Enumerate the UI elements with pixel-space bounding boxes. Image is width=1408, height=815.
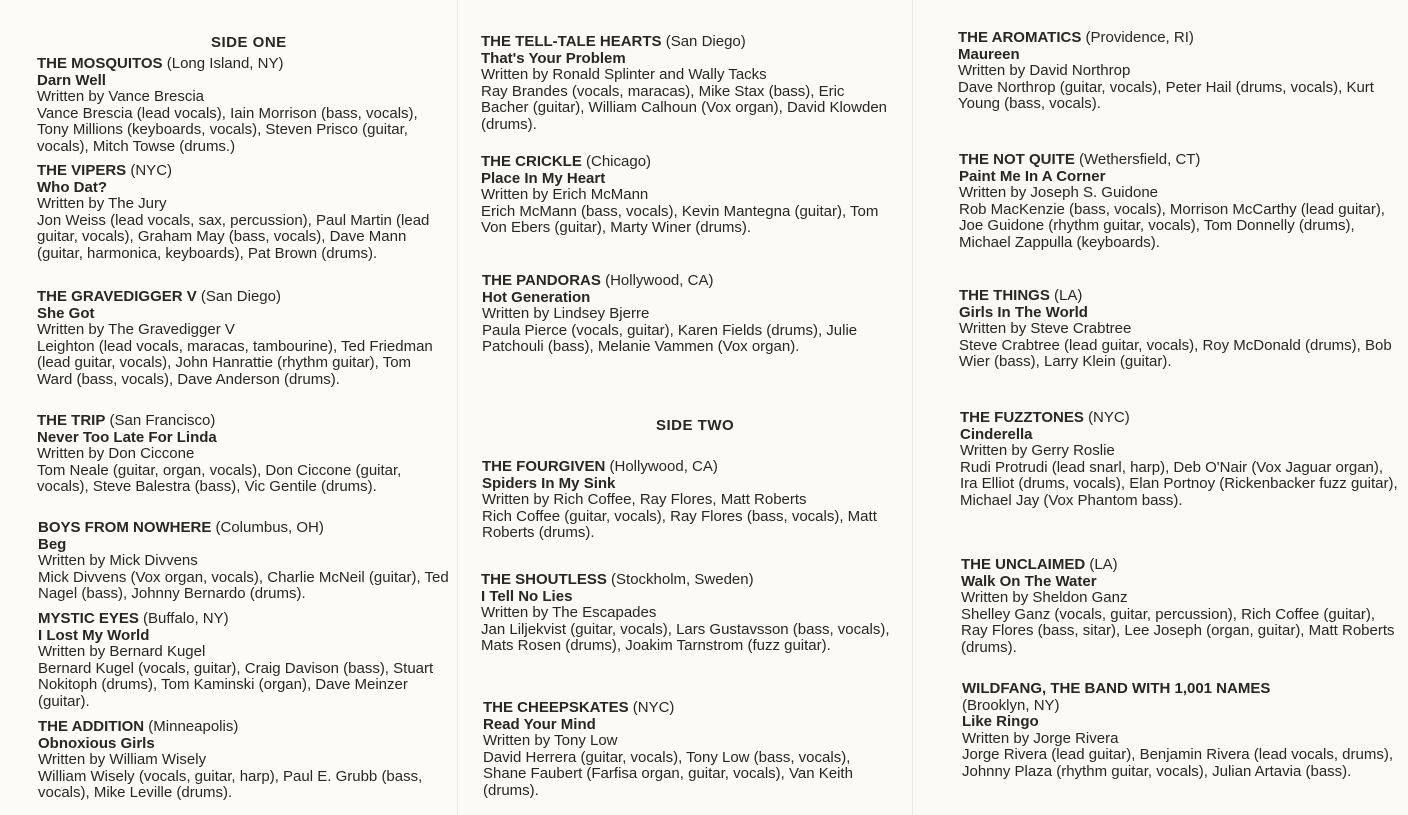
band-location: (Long Island, NY) — [166, 55, 284, 72]
song-title: I Tell No Lies — [481, 587, 573, 605]
band-location: (NYC) — [130, 162, 173, 179]
track-entry — [958, 30, 1378, 113]
song-title: Maureen — [958, 45, 1020, 63]
track-entry — [482, 459, 892, 542]
band-location: (Minneapolis) — [148, 718, 239, 735]
band-name: THE TRIP — [37, 412, 106, 429]
track-entry — [37, 56, 447, 156]
track-entry — [959, 288, 1399, 371]
song-writer: Written by David Northrop — [958, 62, 1131, 80]
side-one-heading: SIDE ONE — [211, 34, 287, 51]
band-location: (Buffalo, NY) — [143, 610, 229, 627]
song-title: Girls In The World — [959, 303, 1088, 321]
track-entry — [37, 413, 449, 496]
song-writer: Written by Gerry Roslie — [960, 442, 1115, 460]
band-name: THE AROMATICS — [958, 29, 1082, 46]
song-writer: Written by Steve Crabtree — [959, 320, 1132, 338]
song-title: Obnoxious Girls — [38, 734, 155, 752]
song-title: Like Ringo — [962, 713, 1039, 731]
track-entry — [38, 520, 456, 603]
band-personnel: Dave Northrop (guitar, vocals), Peter Hail (drums, vocals), Kurt Young (bass, vocals). — [958, 78, 1374, 113]
band-location: (Providence, RI) — [1085, 29, 1194, 46]
band-name: WILDFANG, THE BAND WITH 1,001 NAMES — [962, 680, 1271, 697]
band-personnel: David Herrera (guitar, vocals), Tony Low (bass, vocals), Shane Faubert (Farfisa organ, guitar, vocals), Van Keith (drums). — [483, 748, 853, 799]
band-name: BOYS FROM NOWHERE — [38, 519, 212, 536]
track-entry — [481, 154, 891, 237]
track-entry — [481, 572, 911, 655]
song-writer: Written by Lindsey Bjerre — [482, 305, 650, 323]
track-entry — [481, 34, 891, 134]
track-entry — [482, 273, 912, 356]
song-writer: Written by Mick Divvens — [38, 552, 198, 570]
song-writer: Written by Erich McMann — [481, 186, 649, 204]
band-name: THE TELL-TALE HEARTS — [481, 33, 662, 50]
song-writer: Written by Don Ciccone — [37, 445, 195, 463]
song-writer: Written by The Gravedigger V — [37, 321, 235, 339]
band-name: MYSTIC EYES — [38, 610, 139, 627]
song-title: Paint Me In A Corner — [959, 167, 1106, 185]
track-entry — [37, 289, 445, 389]
band-name: THE THINGS — [959, 287, 1050, 304]
track-entry — [961, 557, 1401, 657]
song-title: Cinderella — [960, 425, 1033, 443]
band-name: THE CRICKLE — [481, 153, 582, 170]
band-personnel: Rudi Protrudi (lead snarl, harp), Deb O'Nair (Vox Jaguar organ), Ira Elliot (drums, vocals), Elan Portnoy (Rickenbacker fuzz guitar), Michael Jay (Vox Phantom bass). — [960, 458, 1398, 509]
band-personnel: Jorge Rivera (lead guitar), Benjamin Rivera (lead vocals, drums), Johnny Plaza (rhythm guitar, vocals), Julian Artavia (bass). — [962, 746, 1394, 780]
song-title: That's Your Problem — [481, 49, 626, 67]
band-name: THE MOSQUITOS — [37, 55, 163, 72]
song-title: Spiders In My Sink — [482, 474, 616, 492]
song-writer: Written by The Escapades — [481, 604, 657, 622]
band-name: THE VIPERS — [37, 162, 127, 179]
band-name: THE UNCLAIMED — [961, 556, 1086, 573]
band-name: THE FOURGIVEN — [482, 458, 606, 475]
song-title: I Lost My World — [38, 626, 150, 644]
band-personnel: Mick Divvens (Vox organ, vocals), Charlie McNeil (guitar), Ted Nagel (bass), Johnny Bernardo (drums). — [38, 568, 449, 603]
song-title: Never Too Late For Linda — [37, 428, 217, 446]
band-name: THE PANDORAS — [482, 272, 601, 289]
band-personnel: Jan Liljekvist (guitar, vocals), Lars Gustavsson (bass, vocals), Mats Rosen (drums), Joakim Tarnstrom (fuzz guitar). — [481, 620, 890, 655]
band-personnel: Rob MacKenzie (bass, vocals), Morrison McCarthy (lead guitar), Joe Guidone (rhythm guitar, vocals), Tom Donnelly (drums), Michael Zappulla (keyboards). — [959, 200, 1385, 251]
band-name: THE ADDITION — [38, 718, 145, 735]
song-title: Beg — [38, 535, 67, 553]
side-two-heading: SIDE TWO — [656, 417, 735, 434]
band-location: (Brooklyn, NY) — [962, 696, 1060, 714]
band-personnel: Jon Weiss (lead vocals, sax, percussion), Paul Martin (lead guitar, vocals), Graham May (bass, vocals), Dave Mann (guitar, harmonica, keyboards), Pat Brown (drums). — [37, 211, 430, 262]
track-entry — [962, 681, 1402, 781]
band-location: (Stockholm, Sweden) — [611, 571, 754, 588]
band-personnel: Ray Brandes (vocals, maracas), Mike Stax (bass), Eric Bacher (guitar), William Calhoun (Vox organ), David Klowden (drums). — [481, 82, 888, 133]
song-writer: Written by Bernard Kugel — [38, 643, 206, 661]
band-name: THE CHEEPSKATES — [483, 699, 629, 716]
track-entry — [483, 700, 883, 800]
band-name: THE SHOUTLESS — [481, 571, 607, 588]
band-location: (Columbus, OH) — [215, 519, 324, 536]
band-personnel: Rich Coffee (guitar, vocals), Ray Flores (bass, vocals), Matt Roberts (drums). — [482, 507, 877, 542]
band-name: THE NOT QUITE — [959, 151, 1075, 168]
song-writer: Written by Joseph S. Guidone — [959, 184, 1158, 202]
song-writer: Written by Jorge Rivera — [962, 729, 1119, 747]
band-location: (San Diego) — [200, 288, 281, 305]
band-location: (Hollywood, CA) — [605, 272, 714, 289]
track-entry — [38, 719, 456, 802]
band-personnel: Steve Crabtree (lead guitar, vocals), Roy McDonald (drums), Bob Wier (bass), Larry Klein (guitar). — [959, 336, 1392, 371]
song-writer: Written by The Jury — [37, 195, 167, 213]
band-personnel: William Wisely (vocals, guitar, harp), Paul E. Grubb (bass, vocals), Mike Leville (drums). — [38, 767, 423, 802]
song-writer: Written by Sheldon Ganz — [961, 589, 1128, 607]
band-location: (NYC) — [1088, 409, 1130, 426]
band-personnel: Leighton (lead vocals, maracas, tambourine), Ted Friedman (lead guitar, vocals), John Hanrattie (rhythm guitar), Tom Ward (bass, vocals), Dave Anderson (drums). — [37, 337, 433, 388]
track-entry — [959, 152, 1399, 252]
song-title: Who Dat? — [37, 178, 107, 196]
band-location: (LA) — [1089, 556, 1118, 573]
panel-side-two — [912, 0, 1408, 815]
band-name: THE GRAVEDIGGER V — [37, 288, 197, 305]
band-personnel: Bernard Kugel (vocals, guitar), Craig Davison (bass), Stuart Nokitoph (drums), Tom Kaminski (organ), Dave Meinzer (guitar). — [38, 659, 434, 710]
band-personnel: Tom Neale (guitar, organ, vocals), Don Ciccone (guitar, vocals), Steve Balestra (bass), Vic Gentile (drums). — [37, 461, 402, 496]
track-entry — [38, 611, 456, 711]
band-location: (San Francisco) — [109, 412, 216, 429]
track-entry — [960, 410, 1400, 510]
song-title: She Got — [37, 304, 95, 322]
band-personnel: Paula Pierce (vocals, guitar), Karen Fields (drums), Julie Patchouli (bass), Melanie Vammen (Vox organ). — [482, 321, 858, 356]
band-location: (NYC) — [632, 699, 675, 716]
band-location: (Chicago) — [586, 153, 652, 170]
song-writer: Written by Vance Brescia — [37, 88, 205, 106]
song-writer: Written by Tony Low — [483, 732, 618, 750]
band-location: (Wethersfield, CT) — [1079, 151, 1201, 168]
band-personnel: Vance Brescia (lead vocals), Iain Morrison (bass, vocals), Tony Millions (keyboards, vocals), Steven Prisco (guitar, vocals), Mitch Towse (drums.) — [37, 104, 418, 155]
song-writer: Written by William Wisely — [38, 751, 207, 769]
band-name: THE FUZZTONES — [960, 409, 1084, 426]
song-title: Darn Well — [37, 71, 106, 89]
song-writer: Written by Ronald Splinter and Wally Tacks — [481, 66, 767, 84]
band-personnel: Erich McMann (bass, vocals), Kevin Mantegna (guitar), Tom Von Ebers (guitar), Marty Winer (drums). — [481, 202, 879, 237]
band-location: (LA) — [1054, 287, 1083, 304]
song-title: Place In My Heart — [481, 169, 606, 187]
song-title: Hot Generation — [482, 288, 591, 306]
song-title: Walk On The Water — [961, 572, 1097, 590]
song-title: Read Your Mind — [483, 715, 596, 733]
band-personnel: Shelley Ganz (vocals, guitar, percussion), Rich Coffee (guitar), Ray Flores (bass, sitar), Lee Joseph (organ, guitar), Matt Roberts (drums). — [961, 605, 1395, 656]
panel-side-one — [0, 0, 457, 815]
band-location: (Hollywood, CA) — [609, 458, 718, 475]
band-location: (San Diego) — [665, 33, 746, 50]
panel-middle — [457, 0, 912, 815]
track-entry — [37, 163, 452, 263]
song-writer: Written by Rich Coffee, Ray Flores, Matt Roberts — [482, 491, 807, 509]
